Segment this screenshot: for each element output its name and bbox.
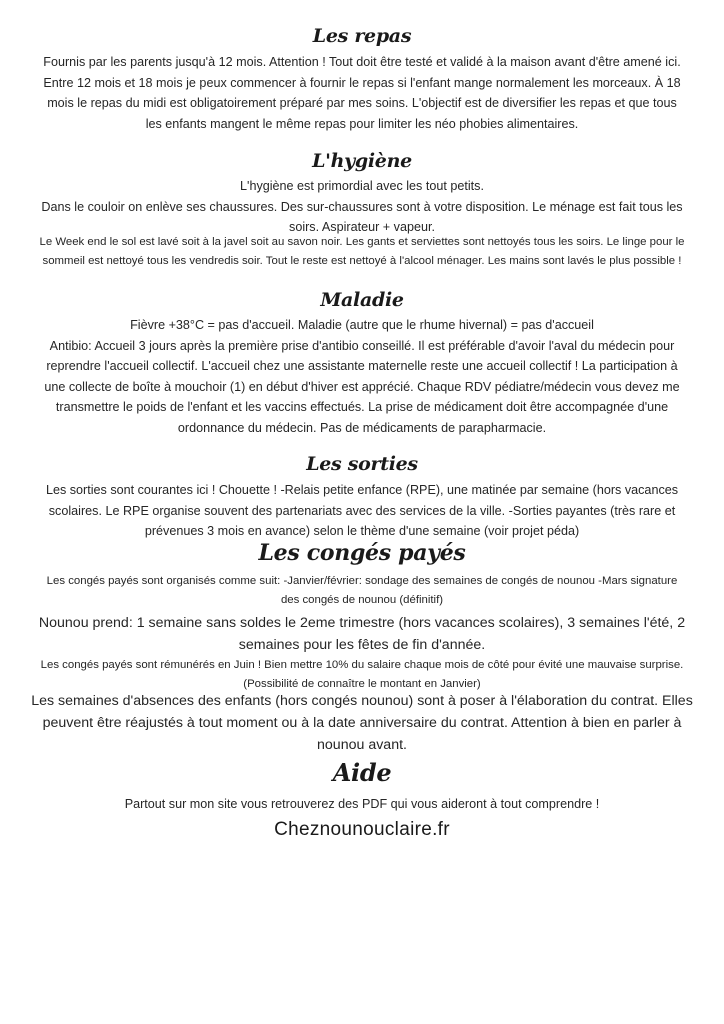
conges-remuneration: Les congés payés sont rémunérés en Juin ! Bien mettre 10% du salaire chaque mois de côté pour évité une mauvaise surprise. (Possibilité de connaître le montant en Janvier) — [40, 659, 684, 690]
section-body-aide: Partout sur mon site vous retrouverez des PDF qui vous aideront à tout comprendre ! — [124, 797, 600, 811]
section-body-sorties: Les sorties sont courantes ici ! Chouette ! -Relais petite enfance (RPE), une matinée par semaine (hors vacances scolaires. Le RPE organise souvent des partenariats avec des services de la ville. -Sorties payantes (très rare et prévenues 3 mois en avance) selon le thème d'une semaine (voir projet péda) — [45, 483, 679, 538]
hygiene-shoes-cleaning: Dans le couloir on enlève ses chaussures. Des sur-chaussures sont à votre disposition. Le ménage est fait tous les soirs. Aspirateur + vapeur. — [41, 199, 683, 234]
section-title-aide: Aide — [332, 758, 392, 787]
section-body-hygiene-details: Le Week end le sol est lavé soit à la javel soit au savon noir. Les gants et serviettes sont nettoyés tous les soirs. Le linge pour le sommeil est nettoyé tous les vendredis soir. Tout le reste est nettoyé à l'alcool ménager. Les mains sont lavés le plus possible ! — [39, 236, 685, 267]
section-title-conges: Les congés payés — [258, 540, 466, 566]
conges-nounou-prend: Nounou prend: 1 semaine sans soldes le 2eme trimestre (hors vacances scolaires), 3 semaines l'été, 2 semaines pour les fêtes de fin d'année. — [38, 615, 686, 653]
section-body-maladie — [36, 315, 688, 438]
website-link[interactable]: Cheznounouclaire.fr — [274, 819, 450, 840]
section-title-repas: Les repas — [312, 25, 412, 47]
maladie-details: Antibio: Accueil 3 jours après la première prise d'antibio conseillé. Il est préférable d'avoir l'aval du médecin pour reprendre l'accueil collectif. L'accueil chez une assistante maternelle reste une accueil collectif ! La participation à une collecte de boîte à mouchoir (1) en début d'hiver est apprécié. Chaque RDV pédiatre/médecin vous devez me transmettre le poids de l'enfant et les vaccins effectués. La prise de médicament doit être accompagnée d'une ordonnance du médecin. Pas de médicaments de parapharmacie. — [44, 338, 680, 435]
conges-organisation: Les congés payés sont organisés comme suit: -Janvier/février: sondage des semaines de congés de nounou -Mars signature des congés de nounou (définitif) — [46, 575, 678, 606]
section-title-maladie: Maladie — [320, 289, 404, 311]
section-title-hygiene: L'hygiène — [312, 150, 412, 172]
section-body-hygiene — [30, 176, 694, 238]
maladie-fever-rule: Fièvre +38°C = pas d'accueil. Maladie (autre que le rhume hivernal) = pas d'accueil — [130, 318, 594, 332]
section-title-sorties: Les sorties — [306, 453, 418, 475]
hygiene-intro: L'hygiène est primordial avec les tout petits. — [240, 179, 484, 193]
conges-absences-enfants: Les semaines d'absences des enfants (hors congés nounou) sont à poser à l'élaboration du contrat. Elles peuvent être réajustés à tout moment ou à la date anniversaire du contrat. Attention à bien en parler à nounou avant. — [31, 693, 693, 753]
section-body-repas: Fournis par les parents jusqu'à 12 mois. Attention ! Tout doit être testé et validé à la maison avant d'être amené ici. Entre 12 mois et 18 mois je peux commencer à fournir le repas si l'enfant mange normalement les morceaux. À 18 mois le repas du midi est obligatoirement préparé par mes soins. L'objectif est de diversifier les repas et que tous les enfants mangent le même repas pour limiter les néo phobies alimentaires. — [43, 55, 681, 131]
